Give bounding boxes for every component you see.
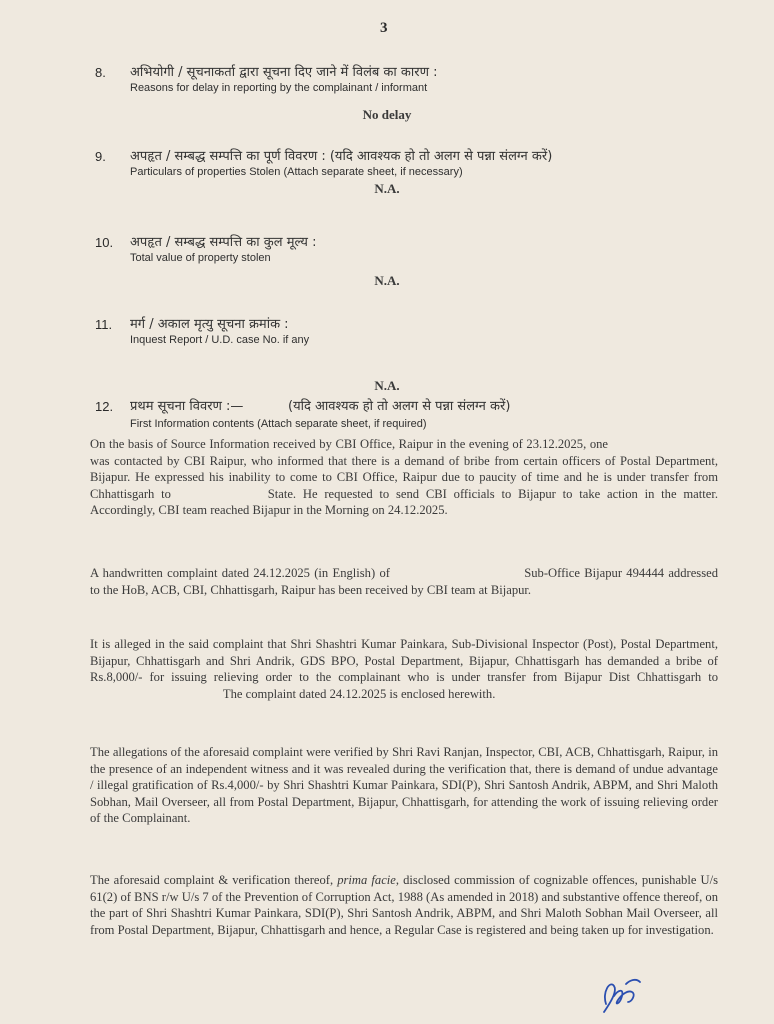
paragraph-handwritten-complaint bbox=[90, 565, 718, 598]
item-9-answer: N.A. bbox=[374, 181, 400, 196]
item-number: 11. bbox=[95, 317, 113, 332]
item-hindi-label: अपहृत / सम्बद्ध सम्पत्ति का कुल मूल्य : bbox=[130, 235, 317, 250]
item-hindi-label: अभियोगी / सूचनाकर्ता द्वारा सूचना दिए जाने में विलंब का कारण : bbox=[130, 65, 438, 80]
item-number: 10. bbox=[95, 235, 114, 250]
text-segment: was contacted by CBI Raipur, who informed that there is a demand of bribe from certain officers of Postal Department, Bijapur. He expressed his inability to come to CBI Office, Raipur due to paucity of time and he is under transfer from Chhattisgarh to bbox=[90, 453, 718, 501]
text-segment: State. He requested to send CBI officials to Bijapur to take action in the matter. Accordingly, CBI team reached Bijapur in the Morning on 24.12.2025. bbox=[90, 486, 718, 518]
text-segment: It is alleged in the said complaint that Shri Shashtri Kumar Painkara, Sub-Divisional Inspector (Post), Postal Department, Bijapur, Chhattisgarh and Shri Andrik, GDS BPO, Postal Department, Bijapur, Chhattisgarh has demanded a bribe of Rs.8,000/- for issuing relieving order to the complainant who is under transfer from Bijapur Dist Chhattisgarh to bbox=[90, 637, 718, 685]
text-segment: , disclosed commission of cognizable offences, punishable U/s 61(2) of BNS r/w U/s 7 of the Prevention of Corruption Act, 1988 (As amended in 2018) and substantive offence thereof, on the part of Shri Shashtri Kumar Painkara, SDI(P), Shri Santosh Andrik, ABPM, and Shri Maloth Sobhan Mail Overseer, all from Postal Department, Bijapur, Chhattisgarh and hence, a Regular Case is registered and being taken up for investigation. bbox=[90, 873, 719, 937]
text-segment: On the basis of Source Information received by CBI Office, Raipur in the evening of 23.12.2025, bbox=[90, 437, 587, 451]
item-11-answer: N.A. bbox=[374, 378, 400, 393]
item-10-answer: N.A. bbox=[374, 273, 400, 288]
item-english-label: Particulars of properties Stolen (Attach separate sheet, if necessary) bbox=[130, 166, 463, 178]
item-number: 12. bbox=[95, 399, 114, 414]
item-8-answer: No delay bbox=[362, 107, 412, 122]
item-english-label: Inquest Report / U.D. case No. if any bbox=[130, 334, 310, 346]
signature-mark bbox=[596, 972, 646, 1016]
paragraph-source-information bbox=[90, 436, 718, 519]
paragraph-allegation bbox=[90, 636, 718, 702]
item-english-label: First Information contents (Attach separate sheet, if required) bbox=[130, 418, 427, 430]
text-segment: Sub-Office Bijapur 494444 addressed to the HoB, ACB, CBI, Chhattisgarh, Raipur has been received by CBI team at Bijapur. bbox=[90, 566, 718, 597]
text-segment: The allegations of the aforesaid complaint were verified by Shri Ravi Ranjan, Inspector, CBI, ACB, Chhattisgarh, Raipur, in the presence of an independent witness and it was revealed during the verification that, there is demand of undue advantage / illegal gratification of Rs.4,000/- by Shri Shashtri Kumar Painkara, SDI(P), Shri Santosh Andrik, ABPM, and Shri Maloth Sobhan, Mail Overseer, all from Postal Department, Bijapur, Chhattisgarh, for attending the work of issuing relieving order of the Complainant. bbox=[90, 745, 718, 826]
item-hindi-label: मर्ग / अकाल मृत्यु सूचना क्रमांक : bbox=[130, 317, 289, 332]
text-italic: prima facie bbox=[337, 873, 396, 887]
item-hindi-note: (यदि आवश्यक हो तो अलग से पन्ना संलग्न करें) bbox=[288, 399, 511, 414]
item-number: 8. bbox=[95, 65, 106, 80]
text-segment: The aforesaid complaint & verification thereof, bbox=[90, 873, 334, 887]
item-hindi-label: प्रथम सूचना विवरण :— bbox=[130, 399, 244, 414]
item-english-label: Total value of property stolen bbox=[130, 252, 271, 264]
paragraph-verification bbox=[90, 744, 718, 827]
item-english-label: Reasons for delay in reporting by the complainant / informant bbox=[130, 82, 428, 94]
paragraph-registration bbox=[90, 872, 718, 938]
item-hindi-label: अपहृत / सम्बद्ध सम्पत्ति का पूर्ण विवरण : (यदि आवश्यक हो तो अलग से पन्ना संलग्न करें) bbox=[130, 149, 553, 164]
text-segment: A handwritten complaint dated 24.12.2025 (in English) of bbox=[90, 566, 390, 580]
page-number: 3 bbox=[380, 20, 388, 36]
item-number: 9. bbox=[95, 149, 106, 164]
text-segment: The complaint dated 24.12.2025 is enclosed herewith. bbox=[222, 686, 496, 701]
text-segment: one bbox=[589, 437, 608, 451]
